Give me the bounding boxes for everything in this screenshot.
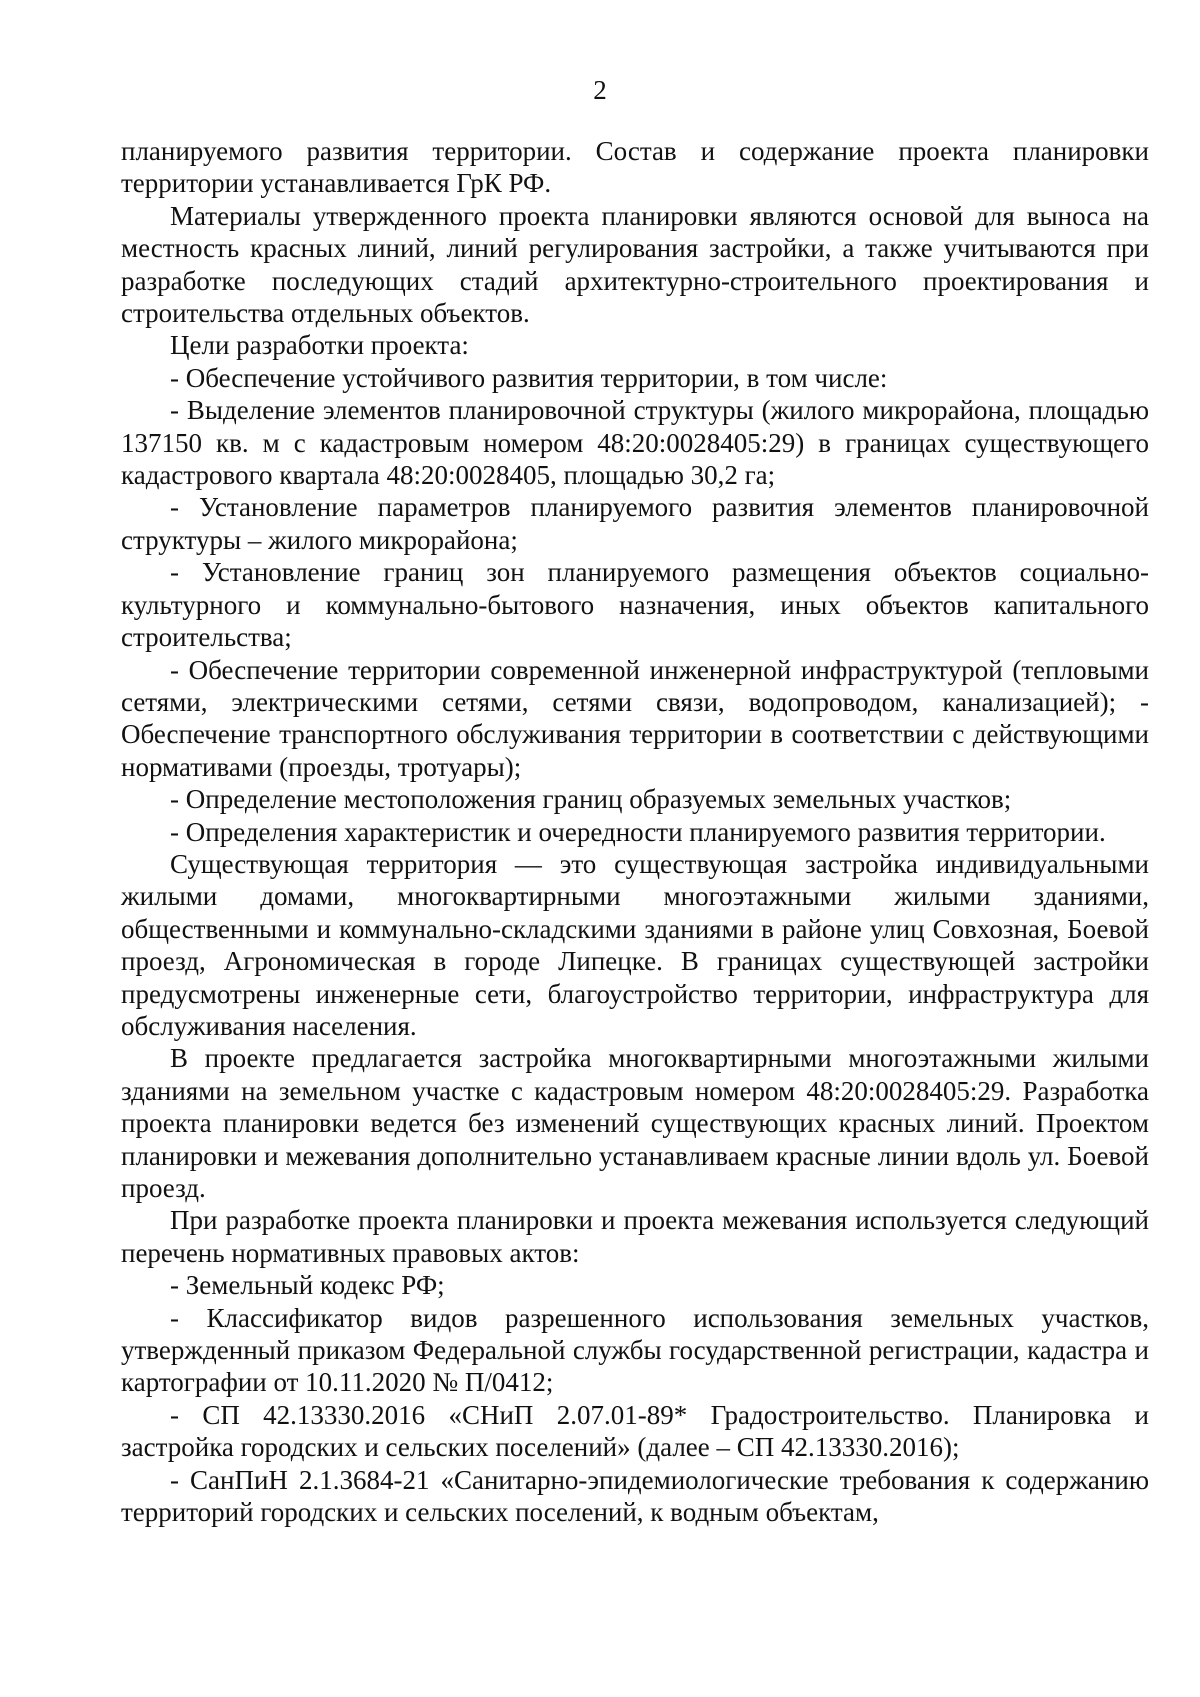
paragraph-regulations-heading: При разработке проекта планировки и проекта межевания используется следующий перечень нормативных правовых актов: bbox=[121, 1205, 1149, 1268]
list-item-sp-42: - СП 42.13330.2016 «СНиП 2.07.01-89* Градостроительство. Планировка и застройка городских и сельских поселений» (далее – СП 42.13330.2016); bbox=[121, 1399, 1149, 1463]
list-item-sustainable-development: - Обеспечение устойчивого развития территории, в том числе: bbox=[170, 362, 888, 393]
page-number: 2 bbox=[593, 75, 607, 105]
paragraph-continuation: планируемого развития территории. Состав и содержание проекта планировки территории устанавливается ГрК РФ. bbox=[121, 136, 1149, 199]
list-item-infrastructure: - Обеспечение территории современной инженерной инфраструктурой (тепловыми сетями, электрическими сетями, сетями связи, водопроводом, канализацией); - Обеспечение транспортного обслуживания территории в соответствии с действующими нормативами (проезды, тротуары); bbox=[121, 654, 1149, 782]
list-item-classifier: - Классификатор видов разрешенного использования земельных участков, утвержденный приказом Федеральной службы государственной регистрации, кадастра и картографии от 10.11.2020 № П/0412; bbox=[121, 1302, 1149, 1398]
list-item-sanpin: - СанПиН 2.1.3684-21 «Санитарно-эпидемиологические требования к содержанию территорий городских и сельских поселений, к водным объектам, bbox=[121, 1464, 1149, 1528]
body-text bbox=[121, 135, 1149, 1528]
list-item-planning-elements: - Выделение элементов планировочной структуры (жилого микрорайона, площадью 137150 кв. м с кадастровым номером 48:20:0028405:29) в границах существующего кадастрового квартала 48:20:0028405, площадью 30,2 га; bbox=[121, 395, 1149, 491]
list-item-land-code: - Земельный кодекс РФ; bbox=[170, 1270, 445, 1301]
list-item-land-plots: - Определение местоположения границ образуемых земельных участков; bbox=[170, 784, 1012, 815]
paragraph-goals-heading: Цели разработки проекта: bbox=[170, 330, 469, 361]
paragraph-proposal: В проекте предлагается застройка многоквартирными многоэтажными жилыми зданиями на земельном участке с кадастровым номером 48:20:0028405:29. Разработка проекта планировки ведется без изменений существующих красных линий. Проектом планировки и межевания дополнительно устанавливаем красные линии вдоль ул. Боевой проезд. bbox=[121, 1043, 1149, 1203]
list-item-zone-boundaries: - Установление границ зон планируемого размещения объектов социально-культурного и коммунально-бытового назначения, иных объектов капитального строительства; bbox=[121, 557, 1149, 653]
paragraph-materials: Материалы утвержденного проекта планировки являются основой для выноса на местность красных линий, линий регулирования застройки, а также учитываются при разработке последующих стадий архитектурно-строительного проектирования и строительства отдельных объектов. bbox=[121, 200, 1149, 329]
list-item-parameters: - Установление параметров планируемого развития элементов планировочной структуры – жилого микрорайона; bbox=[121, 492, 1149, 555]
paragraph-existing-territory: Существующая территория — это существующая застройка индивидуальными жилыми домами, многоквартирными многоэтажными жилыми зданиями, общественными и коммунально-складскими зданиями в районе улиц Совхозная, Боевой проезд, Агрономическая в городе Липецке. В границах существующей застройки предусмотрены инженерные сети, благоустройство территории, инфраструктура для обслуживания населения. bbox=[121, 848, 1149, 1041]
list-item-development-stages: - Определения характеристик и очередности планируемого развития территории. bbox=[170, 816, 1106, 847]
